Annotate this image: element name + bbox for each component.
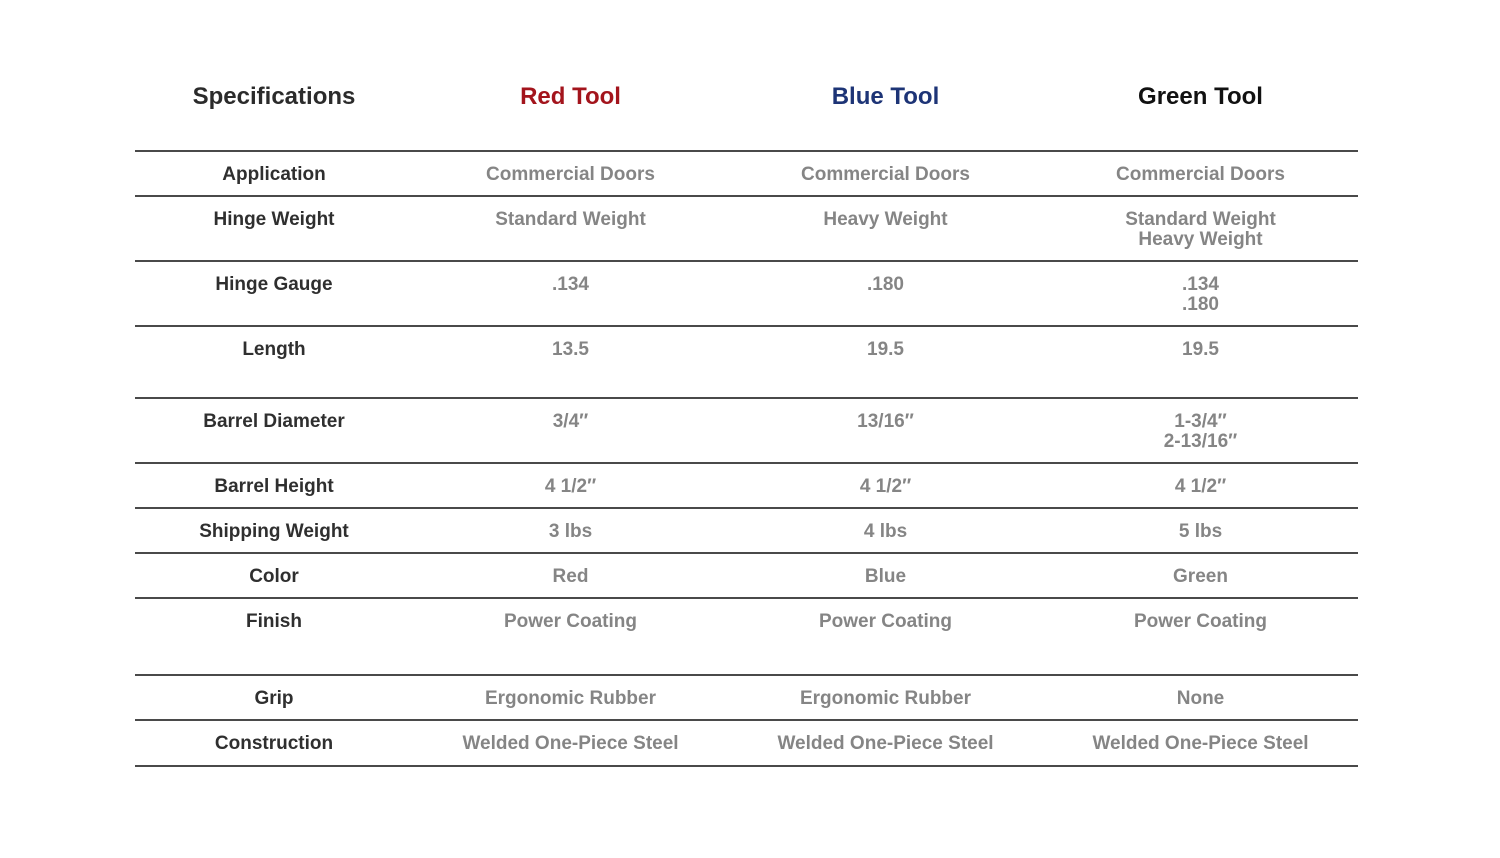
value-line: 4 1/2″ [1174, 476, 1227, 497]
value-line: Green [1173, 566, 1228, 587]
value-line: Red [552, 566, 589, 587]
value-line: Power Coating [1133, 611, 1267, 632]
blue-tool-value [728, 399, 1043, 462]
table-header [135, 60, 1358, 152]
table-row [135, 399, 1358, 464]
table-body [135, 152, 1358, 767]
blue-tool-value [728, 554, 1043, 597]
value-line: Welded One-Piece Steel [462, 733, 679, 754]
blue-tool-value [728, 197, 1043, 260]
table-row [135, 676, 1358, 721]
green-tool-value [1043, 262, 1358, 325]
red-tool-value [413, 197, 728, 260]
value-line: Welded One-Piece Steel [1092, 733, 1309, 754]
value-line: 19.5 [1182, 339, 1219, 360]
spec-label: Application [222, 164, 326, 185]
blue-tool-value [728, 464, 1043, 507]
value-line: 1-3/4″ [1174, 411, 1227, 432]
table-row [135, 152, 1358, 197]
green-tool-value [1043, 721, 1358, 765]
value-line: Welded One-Piece Steel [777, 733, 994, 754]
value-line: Commercial Doors [801, 164, 970, 185]
blue-tool-header: Blue Tool [831, 83, 940, 110]
red-tool-value [413, 676, 728, 719]
value-line: .180 [867, 274, 904, 295]
blue-tool-value [728, 262, 1043, 325]
table-row [135, 721, 1358, 767]
value-line: Blue [864, 566, 907, 587]
green-tool-value [1043, 327, 1358, 397]
value-line: 5 lbs [1178, 521, 1223, 542]
blue-tool-value [728, 721, 1043, 765]
value-line: .134 [1182, 274, 1219, 295]
table-row [135, 509, 1358, 554]
green-tool-value [1043, 509, 1358, 552]
green-tool-value [1043, 399, 1358, 462]
blue-tool-value [728, 676, 1043, 719]
value-line: Power Coating [503, 611, 637, 632]
red-tool-value [413, 464, 728, 507]
value-line: Ergonomic Rubber [799, 688, 971, 709]
table-row [135, 327, 1358, 399]
value-line: Commercial Doors [1116, 164, 1285, 185]
spec-label: Grip [254, 688, 294, 709]
red-tool-value [413, 327, 728, 397]
table-row [135, 197, 1358, 262]
spec-label: Color [249, 566, 299, 587]
blue-tool-value [728, 599, 1043, 674]
value-line: 13/16″ [857, 411, 914, 432]
red-tool-value [413, 399, 728, 462]
value-line: .134 [552, 274, 589, 295]
spec-label: Barrel Height [214, 476, 334, 497]
spec-comparison-table [135, 60, 1358, 767]
red-tool-value [413, 509, 728, 552]
blue-tool-value [728, 152, 1043, 195]
value-line: 2-13/16″ [1163, 431, 1238, 452]
value-line: Standard Weight [495, 209, 646, 230]
value-line: 4 1/2″ [859, 476, 912, 497]
spec-label: Hinge Weight [213, 209, 335, 230]
spec-label: Construction [214, 733, 334, 754]
table-row [135, 464, 1358, 509]
table-row [135, 599, 1358, 676]
green-tool-value [1043, 464, 1358, 507]
value-line: Ergonomic Rubber [484, 688, 656, 709]
value-line: 19.5 [867, 339, 904, 360]
red-tool-value [413, 599, 728, 674]
green-tool-header: Green Tool [1138, 83, 1263, 110]
table-row [135, 262, 1358, 327]
value-line: 4 lbs [863, 521, 908, 542]
value-line: Heavy Weight [823, 209, 948, 230]
red-tool-value [413, 554, 728, 597]
spec-label: Finish [246, 611, 302, 632]
green-tool-value [1043, 554, 1358, 597]
red-tool-value [413, 152, 728, 195]
spec-label: Shipping Weight [199, 521, 349, 542]
value-line: Commercial Doors [486, 164, 655, 185]
value-line: 13.5 [552, 339, 589, 360]
red-tool-header: Red Tool [520, 83, 621, 110]
green-tool-value [1043, 152, 1358, 195]
green-tool-value [1043, 676, 1358, 719]
green-tool-value [1043, 599, 1358, 674]
blue-tool-value [728, 509, 1043, 552]
red-tool-value [413, 262, 728, 325]
green-tool-value [1043, 197, 1358, 260]
blue-tool-value [728, 327, 1043, 397]
spec-label: Hinge Gauge [215, 274, 333, 295]
value-line: 4 1/2″ [544, 476, 597, 497]
value-line: Power Coating [818, 611, 952, 632]
value-line: Heavy Weight [1138, 229, 1263, 250]
value-line: .180 [1182, 294, 1219, 315]
table-row [135, 554, 1358, 599]
value-line: None [1176, 688, 1225, 709]
specifications-header: Specifications [192, 83, 356, 110]
spec-label: Barrel Diameter [203, 411, 345, 432]
red-tool-value [413, 721, 728, 765]
spec-label: Length [242, 339, 306, 360]
value-line: 3 lbs [548, 521, 593, 542]
value-line: Standard Weight [1125, 209, 1276, 230]
value-line: 3/4″ [552, 411, 589, 432]
